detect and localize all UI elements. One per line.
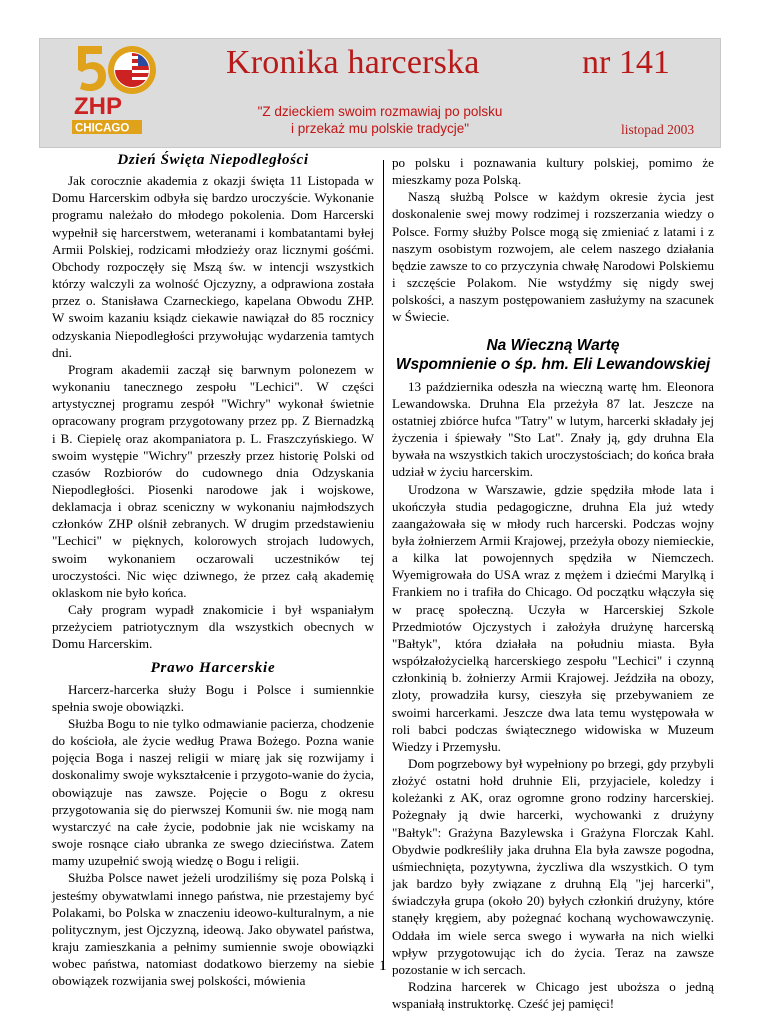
issue-number: nr 141: [582, 44, 670, 81]
paragraph: Harcerz-harcerka służy Bogu i Polsce i sumiennkie spełnia swoje obowiązki.: [52, 681, 374, 714]
paragraph: Służba Polsce nawet jeżeli urodziliśmy się poza Polską i jesteśmy obywatwlami innego państwa, nie przestajemy być Polakami, bo Polska w znaczeniu ideowo-kulturalnym, a nie politycznym, jest Ojczyzną, ideową. Jako obywatel państwa, kraju zamieszkania a pełnimy sumiennie swoje obowiązki wobec państwa, natomiast dodatkowo bierzemy na siebie obowiązek rozwijania swej polskości, mówienia: [52, 870, 374, 989]
left-column: [52, 152, 374, 990]
svg-text:CHICAGO: CHICAGO: [75, 122, 130, 135]
page-number: 1: [379, 958, 387, 974]
paragraph: Cały program wypadł znakomicie i był wspaniałym przeżyciem patriotycznym dla wszystkich obecnych w Domu Harcerskim.: [52, 602, 374, 652]
svg-text:ZHP: ZHP: [74, 93, 122, 120]
paragraph: Jak corocznie akademia z okazji święta 11 Listopada w Domu Harcerskim odbyła się bardzo uroczyście. Wykonanie programu należało do młodego pokolenia. Dom Harcerski wypełnił się harcerstwem, weteranami i kombatantami byłej Armii Polskiej, rodzicami młodzieży oraz licznymi gośćmi. Obchody rozpoczęły się Mszą św. w intencji wszystkich którzy walczyli za wolność Ojczyzny, a odprawiona została przez o. Stanisława Czarneckiego, kapelana Obwodu ZHP. W swoim kazaniu ksiądz ciekawie nawiązał do 85 rocznicy odzyskania Niepodległości przywołując wydarzenia tamtych dni.: [52, 173, 374, 360]
paragraph: Służba Bogu to nie tylko odmawianie pacierza, chodzenie do kościoła, ale życie według Prawa Bożego. Pozna wanie pojęcia Boga i naszej religii w miarę jak się rozwijamy i doskonalimy swoje wykształcenie i przygoto-wanie do życia, obowiązuje nas zawsze. Pojęcie o Bogu z okresu przygotowania się do pierwszej Komunii św. nie mogą nam wystarczyć na całe życie, podobnie jak nie wciskamy na swoje rosnące ciało ubranka ze swego dzieciństwa. Zatem mamy uzupełnić swoją wiedzę o Bogu i religii.: [52, 716, 374, 869]
paragraph: Dom pogrzebowy był wypełniony po brzegi, gdy przybyli złożyć ostatni hołd druhnie Eli, przyjaciele, koledzy i koleżanki z AK, oraz ogromne grono rodziny harcerskiej. Pożegnały ją dwie harcerki, wychowanki z drużyny "Bałtyk": Grażyna Bazylewska i Grażyna Florczak Kahl. Obydwie podkreśliły jaka druhna Ela była zawsze pogodna, uśmiechnięta, pozytywna, życzliwa dla wszystkich. O tym jak bardzo były związane z druhną Elą "jej harcerki", świadczyła grupa (około 20) byłych członkiń drużyny, które stanęły kręgiem, aby pożegnać kochaną wychowawczynię. Oddała im wiele serca swego i wywarła na nich wielki wpływ przygotowując ich do życia. Teraz na zawsze pozostanie w ich sercach.: [392, 756, 714, 977]
issue-date: listopad 2003: [621, 122, 695, 137]
motto: [240, 103, 520, 137]
paragraph: 13 października odeszła na wieczną wartę hm. Eleonora Lewandowska. Druhna Ela przeżyła 87 lat. Jeszcze na ostatniej zbiórce hufca "Tatry" w lutym, harcerki składały jej życzenia i śpiewały "Sto Lat". Znały ją, gdy druhna Ela bywała na wszystkich takich uroczystościach; do końca brała udział w życiu harcerskim.: [392, 378, 714, 480]
paragraph: Program akademii zaczął się barwnym polonezem w wykonaniu tanecznego zespołu "Lechici". W części artystycznej programu zespół "Wichry" wykonał świetnie opracowany program przygotowany przez pp. Z Biernadzką i B. Ciepielę oraz akompaniatora p. L. Fraszczyńskiego. W swoim występie "Wichry" przeszły przez historię Polski od czasów Rozbiorów do cudownego dnia Odzyskania Niepodległości. Piosenki narodowe jak i wojskowe, deklamacja i obraz sceniczny w wykonaniu najmłodszych członków ZHP olśnił zebranych. W drugim przedstawieniu "Lechici" w pięknych, kolorowych strojach ludowych, swoim wykonaniem oczarowali uczestników tej uroczystości. Nic więc dziwnego, że przez całą akademię oklaskom nie było końca.: [52, 361, 374, 600]
section-title-line-1: Na Wieczną Wartę: [486, 336, 620, 354]
section-title-eternal-watch: [392, 336, 714, 374]
newsletter-title: Kronika harcerska: [226, 44, 480, 81]
section-title-line-2: Wspomnienie o śp. hm. Eli Lewandowskiej: [395, 355, 711, 373]
section-title-scout-law: Prawo Harcerskie: [150, 659, 276, 676]
right-column: [392, 154, 714, 1012]
motto-line-1: "Z dzieckiem swoim rozmawiaj po polsku: [257, 104, 503, 119]
zhp-chicago-logo: [72, 40, 162, 138]
paragraph-continuation: po polsku i poznawania kultury polskiej, pomimo że mieszkamy poza Polską.: [392, 155, 714, 188]
paragraph: Urodzona w Warszawie, gdzie spędziła młode lata i ukończyła studia pedagogiczne, druhna Ela już wtedy zaangażowała się w młody ruch harcerski. Podczas wojny była żołnierzem Armii Krajowej, przeżyła obozy niemieckie, a kilka lat powojennych spędziła w Niemczech. Wyemigrowała do USA wraz z mężem i dziećmi Marylką i Frankiem no i trafiła do Chicago. Od początku włączyła się w pracę społeczną. Uczyła w Harcerskiej Szkole Przedmiotów Ojczystych i założyła drużynę harcerską "Bałtyk", która działała na południu miasta. Była współzałożycielką harcerskiego zespołu "Lechici" i czynną członkinią b. żołnierzy Armii Krajowej. Jeździła na obozy, zloty, prowadziła kursy, cieszyła się przebywaniem ze swoimi harcerkami. Jeszcze dwa lata temu występowała w roli babci podczas świątecznego widowiska w Muzeum Wiedzy i Przemysłu.: [392, 481, 714, 754]
paragraph: Rodzina harcerek w Chicago jest uboższa o jedną wspaniałą instruktorkę. Cześć jej pamięci!: [392, 979, 714, 1012]
motto-line-2: i przekaż mu polskie tradycje": [290, 121, 470, 136]
section-title-independence-day: Dzień Święta Niepodległości: [117, 152, 309, 168]
paragraph: Naszą służbą Polsce w każdym okresie życia jest doskonalenie swej mowy rodzimej i rozszerzania wiedzy o Polsce. Formy służby Polsce mogą się zmieniać z latami i z naszym osobistym rozwojem, ale celem naszego działania będzie zawsze to co przyczynia chwałę Narodowi Polskiemu i szczęście Polakom. Nie wstydźmy się nigdy swej polskości, a naszym postępowaniem zasłużymy na szacunek w Świecie.: [392, 189, 714, 325]
column-divider: [383, 160, 384, 970]
